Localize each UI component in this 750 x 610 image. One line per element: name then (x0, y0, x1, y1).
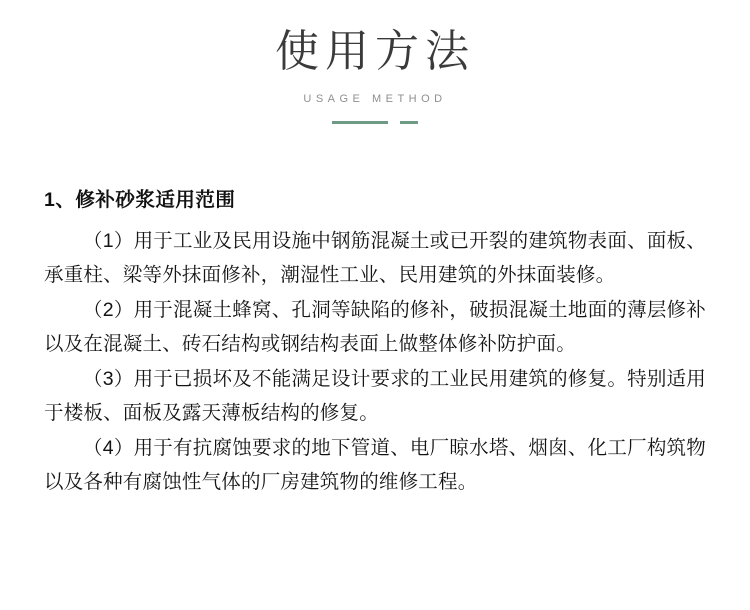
document-body (0, 186, 750, 500)
divider-segment-long (332, 121, 388, 124)
page-header (0, 0, 750, 124)
divider-segment-short (400, 121, 418, 124)
decorative-divider (332, 121, 418, 124)
page-subtitle: USAGE METHOD (303, 92, 447, 105)
paragraph-2: （2）用于混凝土蜂窝、孔洞等缺陷的修补，破损混凝土地面的薄层修补以及在混凝土、砖石结构或钢结构表面上做整体修补防护面。 (44, 299, 706, 355)
page-title: 使用方法 (275, 27, 475, 76)
paragraph-1: （1）用于工业及民用设施中钢筋混凝土或已开裂的建筑物表面、面板、承重柱、梁等外抹面修补，潮湿性工业、民用建筑的外抹面装修。 (44, 230, 706, 286)
section-heading: 1、修补砂浆适用范围 (44, 188, 236, 211)
paragraph-4: （4）用于有抗腐蚀要求的地下管道、电厂晾水塔、烟囱、化工厂构筑物以及各种有腐蚀性气体的厂房建筑物的维修工程。 (44, 437, 706, 493)
paragraph-3: （3）用于已损坏及不能满足设计要求的工业民用建筑的修复。特别适用于楼板、面板及露天薄板结构的修复。 (44, 368, 706, 424)
